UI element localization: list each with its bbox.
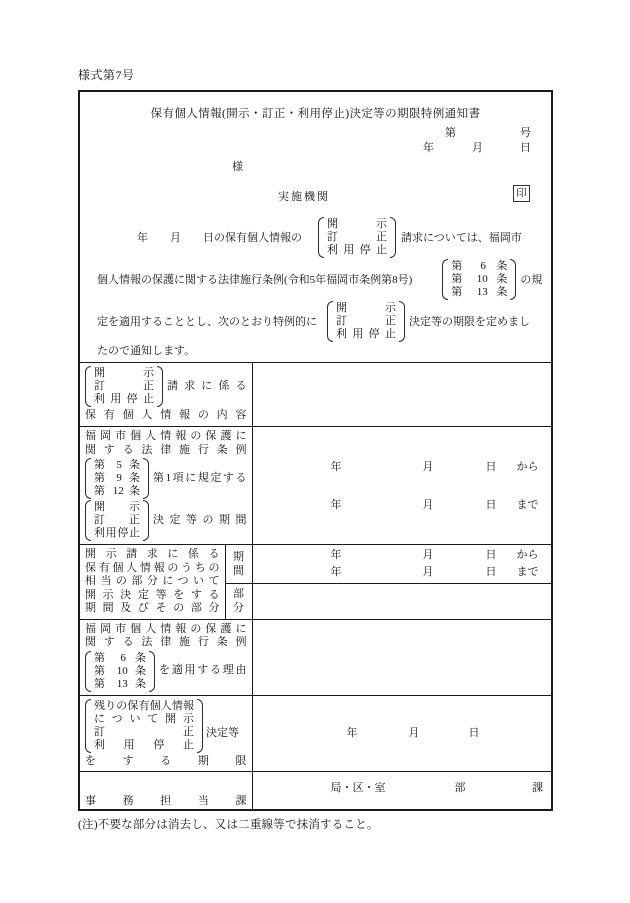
until-label: まで xyxy=(516,498,539,511)
paragraph-line-2 xyxy=(97,258,545,300)
row4-label-line1: 福岡市個人情報の保護に xyxy=(85,622,247,635)
option-correction: 訂正 xyxy=(94,725,194,738)
paragraph-line-2-lead: 個人情報の保護に関する法律施行条例(令和5年福岡市条例第8号) xyxy=(97,274,413,286)
day-label: 日 xyxy=(485,549,497,562)
row4-articles-line xyxy=(85,651,247,692)
paragraph-line-3-tail: 決定等の期限を定めまし xyxy=(409,316,530,328)
org-line xyxy=(258,781,547,796)
paragraph-line-2-tail: の規 xyxy=(520,274,543,286)
row5-bracket-line xyxy=(85,699,247,753)
table-row-partial-period xyxy=(80,545,551,584)
articles-options xyxy=(448,259,510,300)
paragraph-line-1-tail: 請求については、福岡市 xyxy=(401,232,522,244)
option-correction: 訂正 xyxy=(336,314,396,327)
year-label: 年 xyxy=(330,460,342,473)
issue-date-day-label: 日 xyxy=(520,142,531,154)
staff-section-label: 事務担当課 xyxy=(85,795,247,807)
deadline-date-line xyxy=(258,725,547,741)
articles-bracket xyxy=(85,458,149,499)
decision-period-field xyxy=(252,427,551,545)
issue-date-year-label: 年 xyxy=(423,142,434,154)
form-title: 保有個人情報(開示・訂正・利用停止)決定等の期限特例通知書 xyxy=(150,108,481,120)
staff-contact-field xyxy=(252,772,551,812)
row3-label-cell xyxy=(80,545,225,620)
row2-articles-line xyxy=(85,458,247,499)
option-correction: 訂正 xyxy=(94,380,154,393)
day-label: 日 xyxy=(468,727,480,740)
remaining-info-bracket xyxy=(85,699,203,753)
option-correction: 訂正 xyxy=(94,514,140,526)
org-section-label: 課 xyxy=(532,782,543,795)
remaining-info-options xyxy=(91,699,197,753)
month-label: 月 xyxy=(422,498,434,511)
articles-bracket xyxy=(85,651,155,692)
article-6: 第 6 条 xyxy=(451,259,508,272)
paragraph-line-4-text: たので通知します。 xyxy=(97,345,196,357)
month-label: 月 xyxy=(408,727,420,740)
period-until-line xyxy=(258,497,547,513)
paragraph-line-3-lead: 定を適用することとし、次のとおり特例的に xyxy=(97,316,317,328)
addressee-suffix-label: 様 xyxy=(232,161,243,173)
row2-options-suffix: 決定等の期間 xyxy=(153,513,247,526)
row3-line1: 開示請求に係る xyxy=(85,548,220,560)
partial-period-field xyxy=(252,545,551,584)
row4-articles-suffix: を適用する理由 xyxy=(159,664,247,677)
footnote: (注)不要な部分は消去し、又は二重線等で抹消すること。 xyxy=(78,819,379,831)
option-suspension: 利用停止 xyxy=(94,393,154,406)
from-label: から xyxy=(516,549,539,562)
table-row-content xyxy=(80,363,551,427)
org-dept-label: 部 xyxy=(454,782,466,795)
form-border-box xyxy=(78,90,553,811)
request-type-options xyxy=(91,366,157,407)
row2-label-line1: 福岡市個人情報の保護に xyxy=(85,430,247,442)
row1-label-line2: 保有個人情報の内容 xyxy=(85,409,247,422)
period-dates xyxy=(258,459,547,513)
year-label: 年 xyxy=(330,566,342,579)
day-label: 日 xyxy=(485,498,497,511)
table-row-period xyxy=(80,427,551,545)
request-type-bracket xyxy=(85,500,149,541)
row2-options-line xyxy=(85,500,247,541)
row4-label-cell xyxy=(80,619,252,695)
period-until-line xyxy=(258,564,547,580)
ext-close-paren xyxy=(519,810,523,811)
article-5: 第 5 条 xyxy=(94,459,140,471)
row3-line2: 保有個人情報のうちの xyxy=(85,561,220,574)
row1-bracket-line xyxy=(85,366,247,407)
row5-bracket-line2: について開示 xyxy=(94,712,194,725)
deadline-field xyxy=(252,695,551,772)
request-type-options xyxy=(91,500,143,541)
right-paren xyxy=(149,651,155,692)
request-type-options xyxy=(324,217,390,258)
request-type-bracket xyxy=(327,301,405,342)
issuer-label: 実施機関 xyxy=(278,191,330,203)
row3-line4: 開示決定等をする xyxy=(85,588,220,601)
doc-number-prefix: 第 xyxy=(445,127,456,139)
right-paren xyxy=(390,217,396,258)
form-table xyxy=(80,362,551,811)
ext-blank-space xyxy=(459,810,519,811)
request-type-options xyxy=(333,301,399,342)
tel-close-paren xyxy=(417,810,421,811)
row1-label-cell xyxy=(80,363,252,427)
table-row-staff xyxy=(80,772,551,812)
row2-label-cell xyxy=(80,427,252,545)
row2-articles-suffix: 第1項に規定する xyxy=(153,471,247,484)
year-label: 年 xyxy=(346,727,358,740)
tel-blank-space xyxy=(283,810,417,811)
year-label: 年 xyxy=(330,549,342,562)
articles-options xyxy=(91,651,149,692)
form-header xyxy=(80,92,551,216)
article-13: 第 13 条 xyxy=(451,285,508,298)
row1-bracket-suffix: 請求に係る xyxy=(167,380,247,392)
option-correction: 訂正 xyxy=(327,230,387,243)
period-from-line xyxy=(258,547,547,563)
personal-info-content-field xyxy=(252,363,551,427)
period-from-line xyxy=(258,459,547,475)
option-disclosure: 開示 xyxy=(336,301,396,314)
sub-part-label: 部分 xyxy=(233,588,244,615)
row2-label-line2: 関する法律施行条例 xyxy=(85,443,247,456)
option-suspension: 利用停止 xyxy=(327,243,387,256)
article-6: 第 6 条 xyxy=(94,651,146,664)
article-13: 第 13 条 xyxy=(94,677,146,690)
right-paren xyxy=(197,699,203,753)
reason-field xyxy=(252,619,551,695)
year-label: 年 xyxy=(330,498,342,511)
option-suspension: 利用停止 xyxy=(336,327,396,340)
article-10: 第 10 条 xyxy=(94,664,146,677)
issue-date-month-label: 月 xyxy=(472,142,483,154)
article-9: 第 9 条 xyxy=(94,472,140,484)
day-label: 日 xyxy=(485,566,497,579)
paragraph-line-3 xyxy=(97,300,545,342)
articles-bracket xyxy=(442,259,516,300)
row5-label-cell xyxy=(80,695,252,772)
partial-period-dates xyxy=(258,547,547,580)
notice-paragraph xyxy=(80,216,551,362)
option-disclosure: 開示 xyxy=(94,501,140,513)
right-paren xyxy=(510,259,516,300)
table-row-remaining-deadline xyxy=(80,695,551,772)
row3-sub-part-cell xyxy=(225,583,252,619)
row5-label-line2: をする期限 xyxy=(85,754,247,767)
ext-label xyxy=(433,810,459,811)
right-paren xyxy=(157,366,163,407)
doc-number-suffix: 号 xyxy=(520,127,531,139)
row3-line3: 相当の部分について xyxy=(85,575,220,587)
right-paren xyxy=(399,301,405,342)
month-label: 月 xyxy=(422,549,434,562)
tel-label xyxy=(258,810,284,811)
articles-options xyxy=(91,458,143,499)
option-suspension: 利用停止 xyxy=(94,738,194,751)
from-label: から xyxy=(516,460,539,473)
row5-side-label: 決定等 xyxy=(206,726,239,739)
sub-period-label: 期間 xyxy=(233,550,244,577)
paragraph-line-1 xyxy=(97,216,545,258)
month-label: 月 xyxy=(422,460,434,473)
right-paren xyxy=(143,458,149,499)
month-label: 月 xyxy=(422,566,434,579)
paragraph-line-1-lead: 年 月 日の保有個人情報の xyxy=(137,232,302,244)
article-12: 第 12 条 xyxy=(94,485,140,497)
article-10: 第 10 条 xyxy=(451,272,508,285)
org-units-label: 局・区・室 xyxy=(330,782,386,795)
row5-bracket-line1: 残りの保有個人情報 xyxy=(94,699,194,712)
tel-line xyxy=(258,810,547,811)
row3-line5: 期間及びその部分 xyxy=(85,602,220,614)
day-label: 日 xyxy=(485,460,497,473)
paragraph-line-4 xyxy=(97,342,545,362)
option-disclosure: 開示 xyxy=(94,367,154,380)
row6-label-cell xyxy=(80,772,252,812)
row4-label-line2: 関する法律施行条例 xyxy=(85,636,247,648)
request-type-bracket xyxy=(85,366,163,407)
right-paren xyxy=(143,500,149,541)
option-disclosure: 開示 xyxy=(327,217,387,230)
seal-mark: 印 xyxy=(513,185,530,202)
until-label: まで xyxy=(516,566,539,579)
option-suspension: 利用停止 xyxy=(94,527,140,539)
row3-sub-period-cell xyxy=(225,545,252,584)
partial-part-field xyxy=(252,583,551,619)
table-row-reason xyxy=(80,619,551,695)
request-type-bracket xyxy=(318,217,396,258)
form-number-label: 様式第7号 xyxy=(78,68,135,82)
